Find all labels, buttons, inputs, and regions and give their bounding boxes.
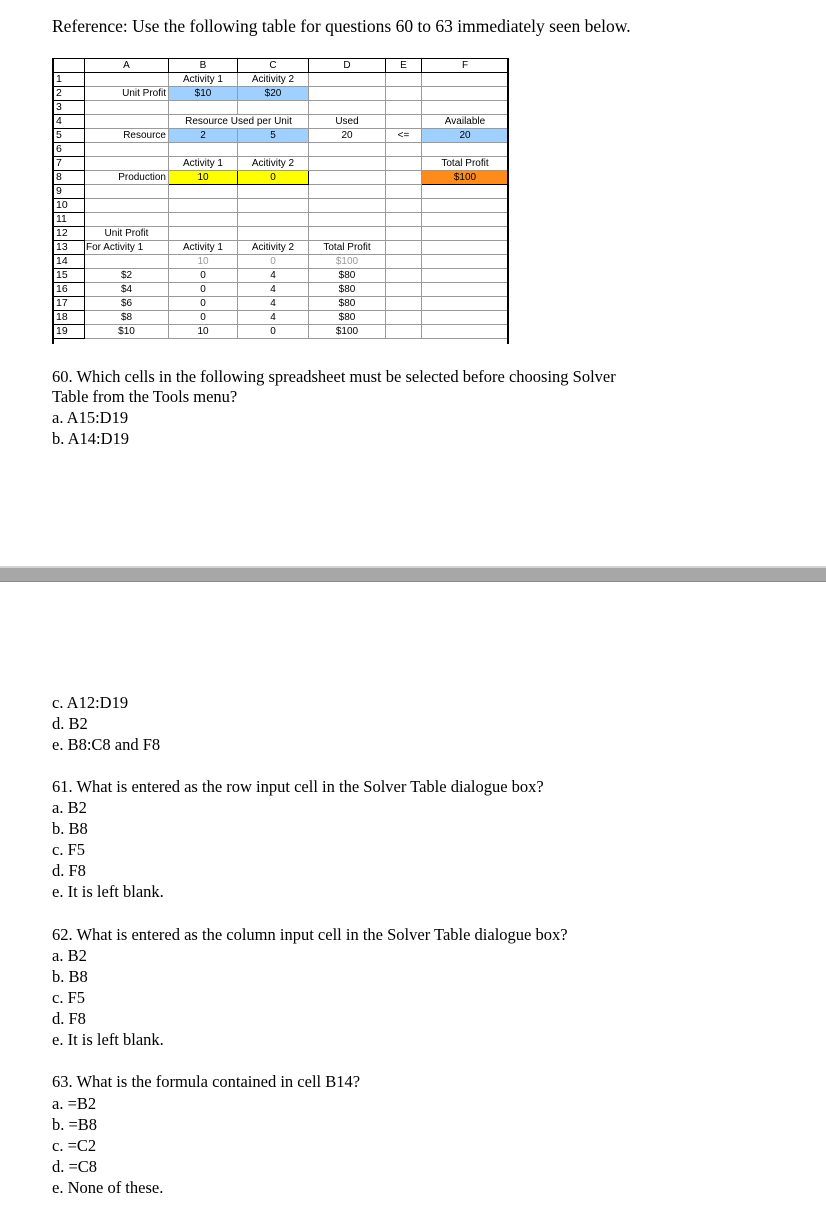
sheet-row [53, 129, 509, 143]
cell [386, 157, 422, 171]
row-number: 3 [53, 101, 85, 115]
cell: $20 [238, 87, 309, 101]
cell [238, 199, 309, 213]
cell [309, 213, 386, 227]
col-header-d: D [309, 59, 386, 73]
cell [422, 73, 509, 87]
sheet-row [53, 213, 509, 227]
cell: $100 [309, 255, 386, 269]
cell [422, 297, 509, 311]
cell [238, 213, 309, 227]
sheet-row [53, 185, 509, 199]
cell [169, 143, 238, 157]
cell [422, 255, 509, 269]
cell: $10 [169, 87, 238, 101]
sheet-row [53, 227, 509, 241]
q61-option-c: c. F5 [52, 840, 85, 859]
cell [309, 171, 386, 185]
q63-option-b: b. =B8 [52, 1115, 98, 1134]
q63-option-c: c. =C2 [52, 1136, 97, 1155]
cell: Acitivity 2 [238, 157, 309, 171]
cell [386, 311, 422, 325]
cell: Resource Used per Unit [169, 115, 309, 129]
cell [386, 325, 422, 339]
cell [386, 87, 422, 101]
row-number: 5 [53, 129, 85, 143]
q62-question: 62. What is entered as the column input cell in the Solver Table dialogue box? [52, 925, 568, 944]
cell: 0 [238, 325, 309, 339]
q61-option-a: a. B2 [52, 798, 87, 817]
cell: $10 [85, 325, 169, 339]
cell: 4 [238, 283, 309, 297]
row-number: 12 [53, 227, 85, 241]
cell [238, 101, 309, 115]
row-number: 4 [53, 115, 85, 129]
sheet-border-right [507, 58, 509, 344]
q60-option-e: e. B8:C8 and F8 [52, 735, 161, 754]
cell [169, 199, 238, 213]
reference-text: Reference: Use the following table for questions 60 to 63 immediately seen below. [52, 16, 631, 36]
cell: 10 [169, 171, 238, 185]
cell [85, 213, 169, 227]
cell [386, 171, 422, 185]
cell: Used [309, 115, 386, 129]
col-header-a: A [85, 59, 169, 73]
row-number: 7 [53, 157, 85, 171]
q62-option-c: c. F5 [52, 988, 85, 1007]
cell [386, 241, 422, 255]
cell [386, 185, 422, 199]
cell [422, 213, 509, 227]
sheet-row [53, 325, 509, 339]
cell [386, 255, 422, 269]
q62-option-e: e. It is left blank. [52, 1030, 164, 1049]
col-header-e: E [386, 59, 422, 73]
cell [238, 227, 309, 241]
row-number: 2 [53, 87, 85, 101]
row-number: 13 [53, 241, 85, 255]
cell [309, 101, 386, 115]
cell: <= [386, 129, 422, 143]
cell [422, 283, 509, 297]
cell: 10 [169, 325, 238, 339]
sheet-row [53, 87, 509, 101]
row-number: 8 [53, 171, 85, 185]
cell [386, 269, 422, 283]
cell: Acitivity 2 [238, 73, 309, 87]
sheet-row [53, 255, 509, 269]
sheet-row [53, 199, 509, 213]
cell: Unit Profit [85, 227, 169, 241]
q60-option-d: d. B2 [52, 714, 88, 733]
cell [386, 213, 422, 227]
cell: $6 [85, 297, 169, 311]
sheet-row [53, 115, 509, 129]
sheet-row [53, 311, 509, 325]
cell [85, 101, 169, 115]
q63-option-a: a. =B2 [52, 1094, 97, 1113]
sheet-row [53, 241, 509, 255]
cell [386, 143, 422, 157]
cell [169, 185, 238, 199]
cell: Available [422, 115, 509, 129]
q62-option-a: a. B2 [52, 946, 87, 965]
cell [85, 157, 169, 171]
cell: $100 [309, 325, 386, 339]
cell: 4 [238, 269, 309, 283]
cell [309, 185, 386, 199]
col-header-b: B [169, 59, 238, 73]
q62-option-d: d. F8 [52, 1009, 86, 1028]
cell [309, 157, 386, 171]
row-number: 10 [53, 199, 85, 213]
cell: 0 [169, 311, 238, 325]
cell [309, 227, 386, 241]
cell [169, 101, 238, 115]
cell: $2 [85, 269, 169, 283]
sheet-row [53, 73, 509, 87]
page-bottom [0, 582, 826, 1208]
cell [422, 325, 509, 339]
cell [422, 87, 509, 101]
cell: 20 [422, 129, 509, 143]
cell: $80 [309, 311, 386, 325]
cell [309, 87, 386, 101]
cell: 0 [238, 255, 309, 269]
q63-option-e: e. None of these. [52, 1178, 164, 1197]
cell [238, 143, 309, 157]
page-top [0, 0, 826, 566]
q60-line1: 60. Which cells in the following spreadsheet must be selected before choosing Solver [52, 367, 616, 386]
cell: 20 [309, 129, 386, 143]
cell: $80 [309, 269, 386, 283]
row-number: 6 [53, 143, 85, 157]
cell: For Activity 1 [85, 241, 169, 255]
q61-option-b: b. B8 [52, 819, 88, 838]
cell: 0 [169, 269, 238, 283]
cell [422, 241, 509, 255]
cell [422, 311, 509, 325]
cell [422, 199, 509, 213]
row-number: 14 [53, 255, 85, 269]
cell: Acitivity 2 [238, 241, 309, 255]
cell: 2 [169, 129, 238, 143]
row-number: 11 [53, 213, 85, 227]
col-header-f: F [422, 59, 509, 73]
cell [169, 213, 238, 227]
cell [386, 227, 422, 241]
cell [85, 185, 169, 199]
q61-question: 61. What is entered as the row input cell in the Solver Table dialogue box? [52, 777, 544, 796]
cell [422, 227, 509, 241]
cell: Unit Profit [85, 87, 169, 101]
corner-cell [53, 59, 85, 73]
cell [85, 115, 169, 129]
cell: 4 [238, 311, 309, 325]
q63-question: 63. What is the formula contained in cell B14? [52, 1072, 361, 1091]
q63-option-d: d. =C8 [52, 1157, 98, 1176]
cell: 4 [238, 297, 309, 311]
cell [309, 73, 386, 87]
cell: Total Profit [309, 241, 386, 255]
spreadsheet-table [52, 58, 509, 339]
cell [422, 185, 509, 199]
cell [422, 269, 509, 283]
cell [85, 73, 169, 87]
sheet-row [53, 157, 509, 171]
cell [386, 283, 422, 297]
q62-option-b: b. B8 [52, 967, 88, 986]
row-number: 18 [53, 311, 85, 325]
sheet-row [53, 283, 509, 297]
cell: 0 [169, 283, 238, 297]
q60-option-a: a. A15:D19 [52, 408, 129, 427]
q61-option-e: e. It is left blank. [52, 882, 164, 901]
cell: Production [85, 171, 169, 185]
cell [386, 101, 422, 115]
cell: 0 [169, 297, 238, 311]
cell: Total Profit [422, 157, 509, 171]
cell: 10 [169, 255, 238, 269]
page-separator [0, 566, 826, 582]
cell: $4 [85, 283, 169, 297]
q60-option-c: c. A12:D19 [52, 693, 129, 712]
sheet-row [53, 297, 509, 311]
sheet-row [53, 171, 509, 185]
cell [309, 143, 386, 157]
cell [386, 297, 422, 311]
cell [85, 143, 169, 157]
row-number: 19 [53, 325, 85, 339]
cell: $80 [309, 283, 386, 297]
cell: 0 [238, 171, 309, 185]
cell [309, 199, 386, 213]
row-number: 15 [53, 269, 85, 283]
cell: 5 [238, 129, 309, 143]
row-number: 1 [53, 73, 85, 87]
cell [422, 101, 509, 115]
cell: Activity 1 [169, 157, 238, 171]
cell: Activity 1 [169, 73, 238, 87]
sheet-row [53, 269, 509, 283]
cell [422, 143, 509, 157]
cell: $8 [85, 311, 169, 325]
col-header-c: C [238, 59, 309, 73]
cell: $80 [309, 297, 386, 311]
row-number: 17 [53, 297, 85, 311]
cell: Activity 1 [169, 241, 238, 255]
q60-option-b: b. A14:D19 [52, 429, 130, 448]
cell [85, 255, 169, 269]
column-header-row [53, 59, 509, 73]
cell [386, 73, 422, 87]
q61-option-d: d. F8 [52, 861, 86, 880]
q60-line2: Table from the Tools menu? [52, 387, 238, 406]
cell [85, 199, 169, 213]
sheet-row [53, 101, 509, 115]
cell [169, 227, 238, 241]
cell [386, 199, 422, 213]
cell [386, 115, 422, 129]
sheet-border-left [52, 58, 54, 344]
cell [238, 185, 309, 199]
row-number: 16 [53, 283, 85, 297]
cell: Resource [85, 129, 169, 143]
row-number: 9 [53, 185, 85, 199]
sheet-row [53, 143, 509, 157]
cell: $100 [422, 171, 509, 185]
